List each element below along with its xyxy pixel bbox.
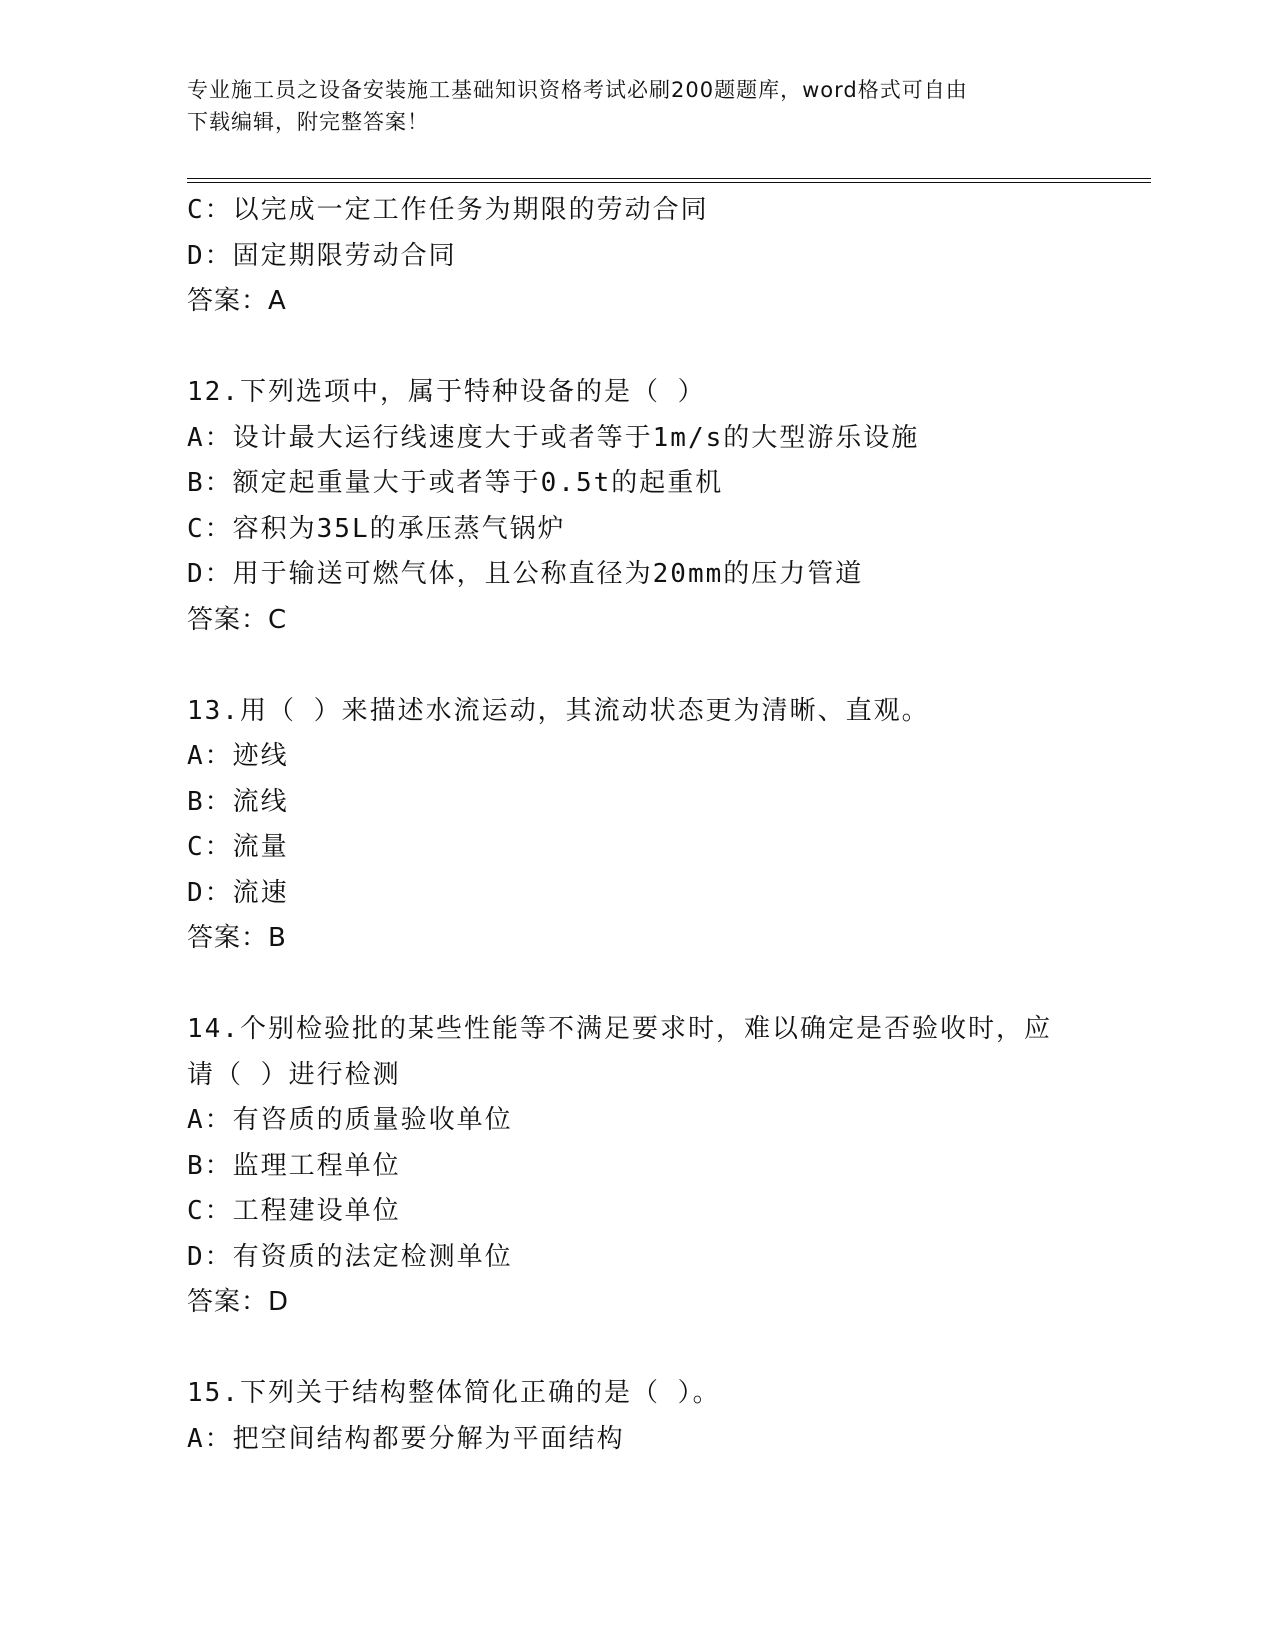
option-c: C：流量 <box>187 832 289 862</box>
header-title-line-2: 下载编辑，附完整答案！ <box>187 110 429 134</box>
option-b: B：监理工程单位 <box>187 1150 401 1181</box>
option-d: D：有资质的法定检测单位 <box>187 1241 513 1272</box>
question-stem: 15.下列关于结构整体简化正确的是（ ）。 <box>187 1378 721 1408</box>
option-c: C：工程建设单位 <box>187 1196 401 1226</box>
answer-line: 答案：D <box>187 1287 290 1317</box>
option-d: D：流速 <box>187 877 289 908</box>
option-c: C：以完成一定工作任务为期限的劳动合同 <box>187 195 709 225</box>
option-a: A：有咨质的质量验收单位 <box>187 1105 513 1135</box>
header-title-line-1: 专业施工员之设备安装施工基础知识资格考试必刷200题题库，word格式可自由 <box>187 78 968 102</box>
spacer <box>187 962 1127 1008</box>
question-list <box>187 188 1127 1462</box>
answer-line: 答案：C <box>187 604 288 635</box>
option-d: D：固定期限劳动合同 <box>187 240 457 271</box>
option-c: C：容积为35L的承压蒸气锅炉 <box>187 513 566 544</box>
question-11-continued <box>187 188 1127 325</box>
page-header <box>187 74 1067 138</box>
header-divider-bottom <box>187 182 1151 183</box>
option-a: A：设计最大运行线速度大于或者等于1m/s的大型游乐设施 <box>187 422 920 453</box>
option-b: B：流线 <box>187 786 289 817</box>
option-d: D：用于输送可燃气体，且公称直径为20mm的压力管道 <box>187 559 864 589</box>
answer-line: 答案：A <box>187 286 287 316</box>
option-a: A：把空间结构都要分解为平面结构 <box>187 1423 625 1454</box>
question-stem-continued: 请（ ）进行检测 <box>187 1059 401 1090</box>
question-15 <box>187 1371 1127 1462</box>
question-14 <box>187 1007 1127 1326</box>
option-a: A：迹线 <box>187 741 289 771</box>
question-stem: 14.个别检验批的某些性能等不满足要求时，难以确定是否验收时，应 <box>187 1014 1052 1044</box>
spacer <box>187 1326 1127 1372</box>
spacer <box>187 325 1127 371</box>
question-stem: 12.下列选项中，属于特种设备的是（ ） <box>187 377 706 407</box>
question-stem: 13.用（ ）来描述水流运动，其流动状态更为清晰、直观。 <box>187 695 930 726</box>
question-13 <box>187 689 1127 962</box>
spacer <box>187 643 1127 689</box>
question-12 <box>187 370 1127 643</box>
option-b: B：额定起重量大于或者等于0.5t的起重机 <box>187 468 724 498</box>
header-divider-top <box>187 178 1151 179</box>
answer-line: 答案：B <box>187 923 287 953</box>
